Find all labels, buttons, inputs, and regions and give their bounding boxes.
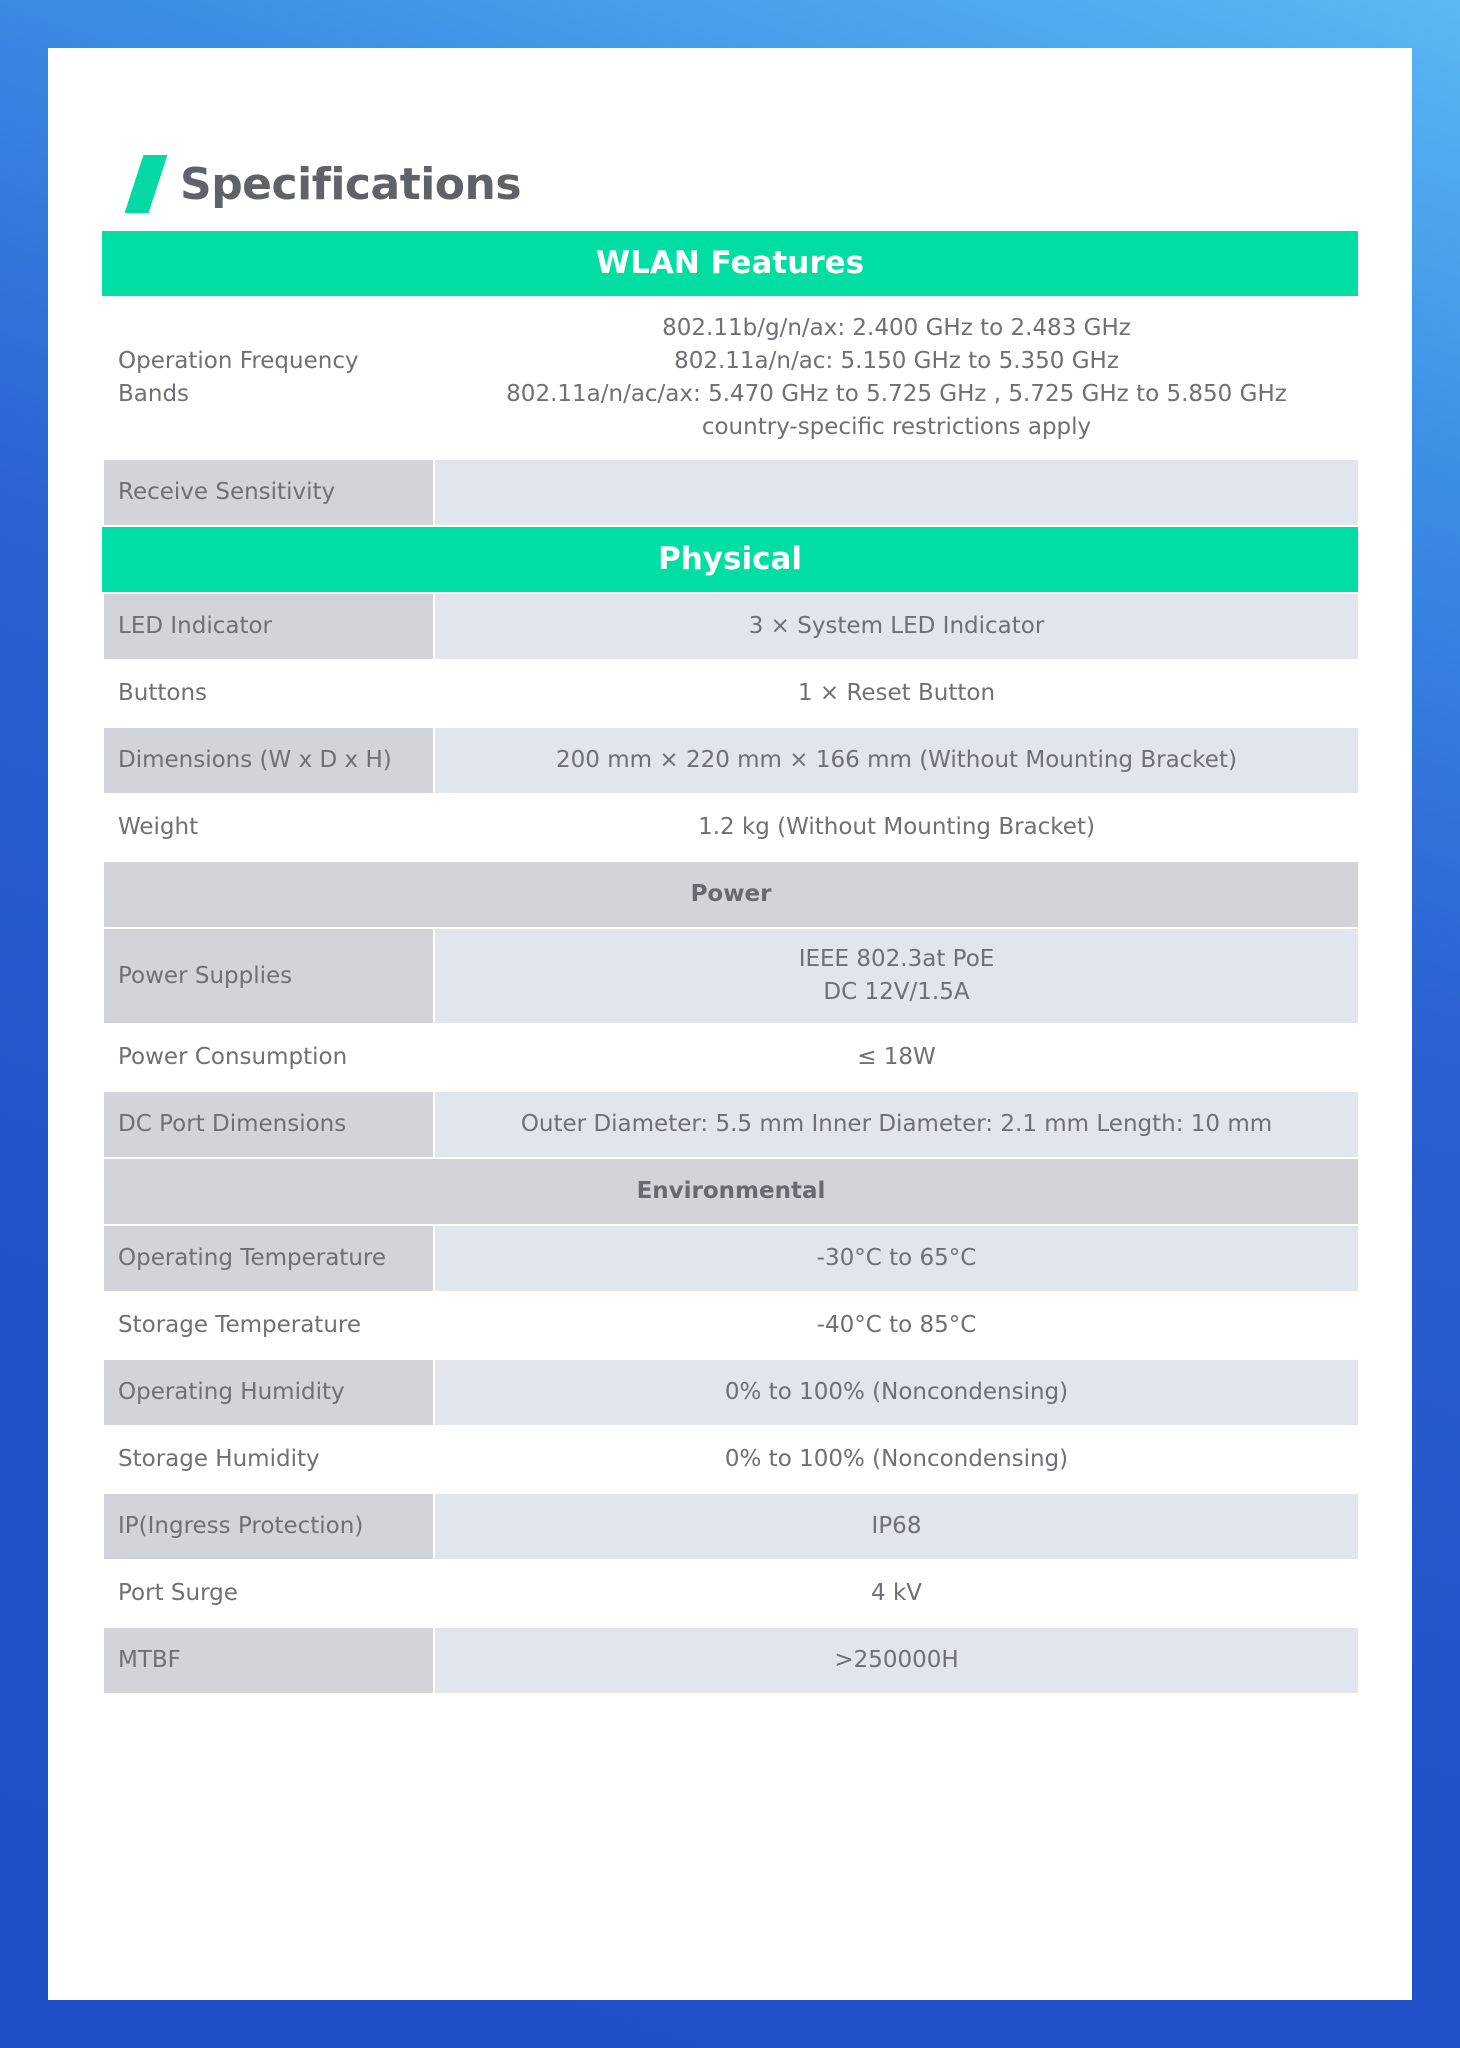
table-row bbox=[104, 298, 1358, 458]
spec-label: Storage Temperature bbox=[104, 1293, 433, 1358]
spec-label: Operating Humidity bbox=[104, 1360, 433, 1425]
spec-value: 0% to 100% (Noncondensing) bbox=[435, 1360, 1358, 1425]
section-header-physical: Physical bbox=[102, 527, 1358, 592]
spec-value-line: 802.11a/n/ac: 5.150 GHz to 5.350 GHz bbox=[674, 348, 1119, 374]
table-row bbox=[104, 1427, 1358, 1492]
table-row bbox=[104, 661, 1358, 726]
spec-value: 200 mm × 220 mm × 166 mm (Without Mounting Bracket) bbox=[435, 728, 1358, 793]
spec-value: ≤ 18W bbox=[435, 1025, 1358, 1090]
page-header bbox=[120, 132, 521, 236]
table-row bbox=[104, 1092, 1358, 1157]
spec-label: Port Surge bbox=[104, 1561, 433, 1626]
spec-value bbox=[435, 460, 1358, 525]
table-row bbox=[104, 1293, 1358, 1358]
spec-label: IP(Ingress Protection) bbox=[104, 1494, 433, 1559]
spec-value: -30°C to 65°C bbox=[435, 1226, 1358, 1291]
spec-value: >250000H bbox=[435, 1628, 1358, 1693]
section-header-power: Power bbox=[104, 862, 1358, 927]
spec-label: DC Port Dimensions bbox=[104, 1092, 433, 1157]
spec-label: Power Supplies bbox=[104, 929, 433, 1023]
table-row bbox=[104, 1226, 1358, 1291]
spec-label: Storage Humidity bbox=[104, 1427, 433, 1492]
spec-table bbox=[102, 231, 1358, 1695]
spec-value: 3 × System LED Indicator bbox=[435, 594, 1358, 659]
spec-value: 1.2 kg (Without Mounting Bracket) bbox=[435, 795, 1358, 860]
table-row bbox=[104, 460, 1358, 525]
table-row bbox=[104, 795, 1358, 860]
spec-label: Receive Sensitivity bbox=[104, 460, 433, 525]
spec-label: Operating Temperature bbox=[104, 1226, 433, 1291]
spec-value: IP68 bbox=[435, 1494, 1358, 1559]
spec-value-line: 802.11a/n/ac/ax: 5.470 GHz to 5.725 GHz , 5.725 GHz to 5.850 GHz bbox=[506, 381, 1287, 407]
spec-value: -40°C to 85°C bbox=[435, 1293, 1358, 1358]
spec-label: Weight bbox=[104, 795, 433, 860]
spec-value bbox=[435, 929, 1358, 1023]
spec-value-line: IEEE 802.3at PoE bbox=[798, 946, 995, 972]
section-header-wlan: WLAN Features bbox=[102, 231, 1358, 296]
table-row bbox=[104, 1494, 1358, 1559]
section-header-environmental: Environmental bbox=[104, 1159, 1358, 1224]
spec-label: Dimensions (W x D x H) bbox=[104, 728, 433, 793]
page-title: Specifications bbox=[180, 158, 522, 210]
spec-value bbox=[435, 298, 1358, 458]
spec-label: Buttons bbox=[104, 661, 433, 726]
table-row bbox=[104, 1360, 1358, 1425]
spec-label: MTBF bbox=[104, 1628, 433, 1693]
spec-label: Power Consumption bbox=[104, 1025, 433, 1090]
table-row bbox=[104, 594, 1358, 659]
spec-value-line: DC 12V/1.5A bbox=[823, 979, 970, 1005]
spec-sheet-page bbox=[48, 48, 1412, 2000]
spec-value-line: country-specific restrictions apply bbox=[701, 414, 1092, 440]
spec-label: LED Indicator bbox=[104, 594, 433, 659]
spec-value: 4 kV bbox=[435, 1561, 1358, 1626]
spec-value: 0% to 100% (Noncondensing) bbox=[435, 1427, 1358, 1492]
slash-accent-icon bbox=[125, 155, 168, 213]
spec-label: Operation Frequency Bands bbox=[104, 298, 433, 458]
table-row bbox=[104, 728, 1358, 793]
table-row bbox=[104, 1628, 1358, 1693]
spec-value: 1 × Reset Button bbox=[435, 661, 1358, 726]
table-row bbox=[104, 929, 1358, 1023]
table-row bbox=[104, 1025, 1358, 1090]
spec-value-line: 802.11b/g/n/ax: 2.400 GHz to 2.483 GHz bbox=[662, 315, 1131, 341]
table-row bbox=[104, 1561, 1358, 1626]
spec-value: Outer Diameter: 5.5 mm Inner Diameter: 2.1 mm Length: 10 mm bbox=[435, 1092, 1358, 1157]
